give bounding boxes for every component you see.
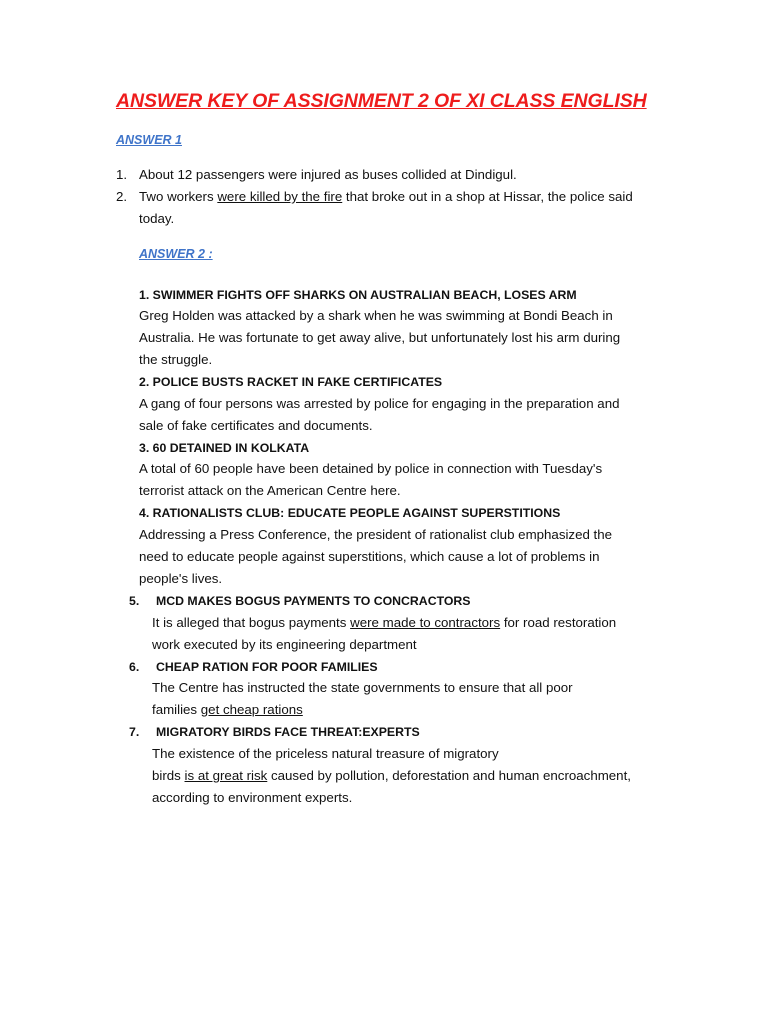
headline-4: 4. RATIONALISTS CLUB: EDUCATE PEOPLE AGAINST SUPERSTITIONS bbox=[139, 506, 561, 520]
list-number: 5. bbox=[129, 594, 140, 608]
answer1-heading: ANSWER 1 bbox=[116, 133, 182, 147]
headline-2-line: sale of fake certificates and documents. bbox=[139, 418, 373, 433]
underlined-phrase: is at great risk bbox=[184, 768, 268, 783]
text-run: Two workers bbox=[139, 189, 218, 204]
answer1-item-1: About 12 passengers were injured as buses collided at Dindigul. bbox=[139, 167, 517, 182]
headline-1-line: the struggle. bbox=[139, 352, 213, 367]
headline-1-line: Australia. He was fortunate to get away alive, but unfortunately lost his arm during bbox=[139, 330, 621, 345]
document-title: ANSWER KEY OF ASSIGNMENT 2 OF XI CLASS ENGLISH bbox=[116, 90, 647, 112]
headline-7-line2 bbox=[152, 765, 631, 787]
answer1-item-2-line1 bbox=[139, 186, 633, 208]
headline-6: CHEAP RATION FOR POOR FAMILIES bbox=[156, 660, 378, 674]
headline-1: 1. SWIMMER FIGHTS OFF SHARKS ON AUSTRALIAN BEACH, LOSES ARM bbox=[139, 288, 577, 302]
text-run: for road restoration bbox=[500, 615, 617, 630]
headline-3: 3. 60 DETAINED IN KOLKATA bbox=[139, 441, 310, 455]
headline-1-line: Greg Holden was attacked by a shark when he was swimming at Bondi Beach in bbox=[139, 308, 613, 323]
headline-5: MCD MAKES BOGUS PAYMENTS TO CONCRACTORS bbox=[156, 594, 471, 608]
headline-5-line2: work executed by its engineering department bbox=[152, 637, 417, 652]
headline-7-line3: according to environment experts. bbox=[152, 790, 353, 805]
list-number: 6. bbox=[129, 660, 140, 674]
underlined-phrase: get cheap rations bbox=[200, 702, 303, 717]
text-run: families bbox=[152, 702, 201, 717]
headline-4-line: people's lives. bbox=[139, 571, 223, 586]
text-run: caused by pollution, deforestation and human encroachment, bbox=[267, 768, 631, 783]
list-number: 2. bbox=[116, 189, 128, 204]
headline-4-line: need to educate people against superstitions, which cause a lot of problems in bbox=[139, 549, 600, 564]
text-run: birds bbox=[152, 768, 185, 783]
list-number: 1. bbox=[116, 167, 128, 182]
headline-6-line1: The Centre has instructed the state governments to ensure that all poor bbox=[152, 680, 573, 695]
headline-7: MIGRATORY BIRDS FACE THREAT:EXPERTS bbox=[156, 725, 420, 739]
answer2-heading: ANSWER 2 : bbox=[139, 247, 213, 261]
headline-4-line: Addressing a Press Conference, the president of rationalist club emphasized the bbox=[139, 527, 613, 542]
underlined-phrase: were made to contractors bbox=[350, 615, 501, 630]
headline-2-line: A gang of four persons was arrested by police for engaging in the preparation and bbox=[139, 396, 620, 411]
text-run: that broke out in a shop at Hissar, the police said bbox=[342, 189, 633, 204]
headline-7-line1: The existence of the priceless natural treasure of migratory bbox=[152, 746, 499, 761]
headline-5-line1 bbox=[152, 612, 616, 634]
text-run: It is alleged that bogus payments bbox=[152, 615, 351, 630]
answer1-item-2-line2: today. bbox=[139, 211, 175, 226]
headline-6-line2 bbox=[152, 699, 303, 721]
headline-2: 2. POLICE BUSTS RACKET IN FAKE CERTIFICATES bbox=[139, 375, 443, 389]
list-number: 7. bbox=[129, 725, 140, 739]
underlined-phrase: were killed by the fire bbox=[217, 189, 343, 204]
headline-3-line: terrorist attack on the American Centre here. bbox=[139, 483, 401, 498]
headline-3-line: A total of 60 people have been detained by police in connection with Tuesday's bbox=[139, 461, 603, 476]
